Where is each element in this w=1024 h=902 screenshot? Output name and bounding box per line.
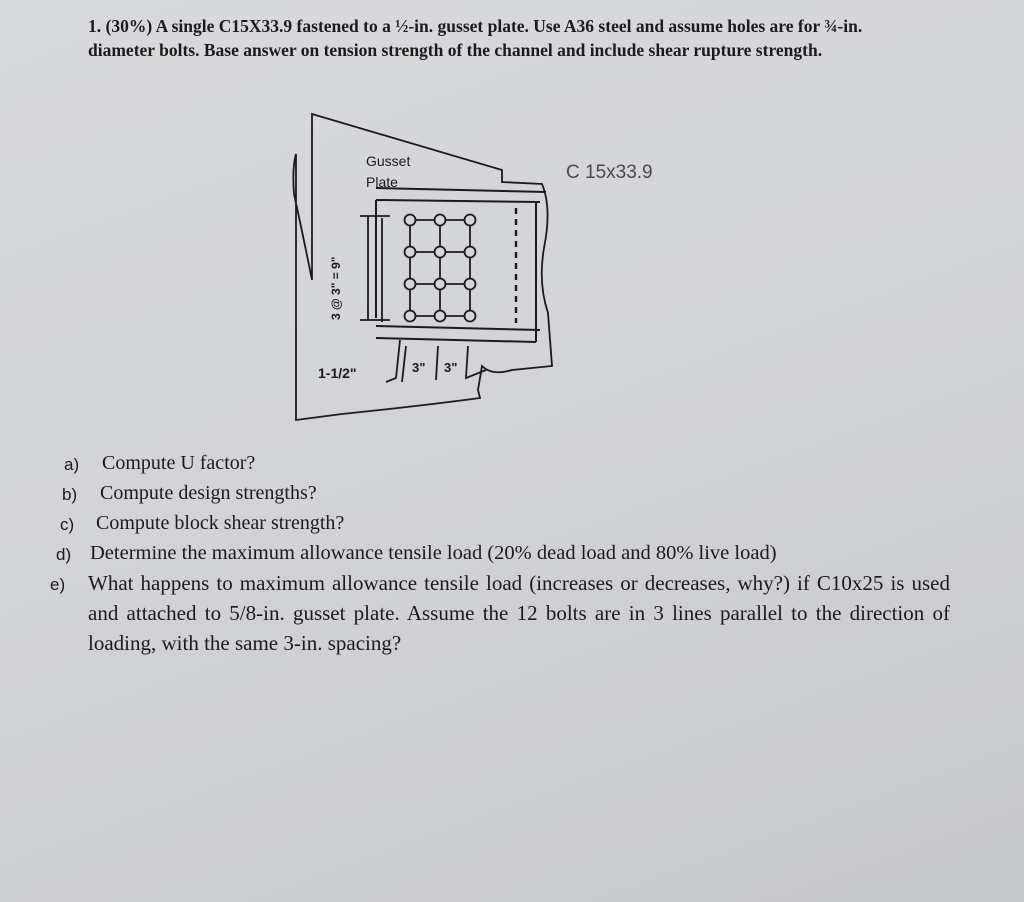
question-e <box>50 568 964 658</box>
bolt-hole <box>405 279 416 290</box>
connection-diagram <box>290 108 710 430</box>
bolt-hole <box>405 311 416 322</box>
question-d <box>56 538 964 568</box>
bolt-hole <box>435 279 446 290</box>
bolt-grid <box>405 215 476 322</box>
channel-outline <box>376 188 546 342</box>
problem-statement <box>88 14 908 62</box>
bolt-hole <box>405 247 416 258</box>
question-c <box>60 508 964 538</box>
horizontal-dimension-lines <box>386 340 486 382</box>
question-marker: b) <box>62 485 78 504</box>
question-list <box>50 448 964 658</box>
question-a <box>64 448 964 478</box>
question-text: What happens to maximum allowance tensile load (increases or decreases, why?) if C10x25 is used and attached to 5/8-in. gusset plate. Assume the 12 bolts are in 3 lines parallel to the direction of loading, with the same 3-in. spacing? <box>88 571 950 655</box>
problem-weight: (30%) <box>105 16 153 36</box>
question-marker: c) <box>60 515 75 534</box>
bolt-hole <box>465 279 476 290</box>
bolt-hole <box>465 247 476 258</box>
question-text: Compute U factor? <box>102 452 256 474</box>
problem-text: A single C15X33.9 fastened to a ½-in. gusset plate. Use A36 steel and assume holes are for ¾-in. diameter bolts. Base answer on tension strength of the channel and include shear rupture strength. <box>88 16 863 60</box>
vertical-spacing-label: 3 @ 3" = 9" <box>329 256 343 320</box>
question-marker: a) <box>64 455 80 474</box>
question-b <box>64 478 964 508</box>
question-marker: e) <box>50 575 66 594</box>
bolt-hole <box>465 311 476 322</box>
bolt-hole <box>435 247 446 258</box>
gusset-label-line2: Plate <box>366 174 398 190</box>
bolt-hole <box>405 215 416 226</box>
problem-number: 1. <box>88 16 102 36</box>
question-marker: d) <box>56 545 72 564</box>
gusset-label-line1: Gusset <box>366 153 411 169</box>
channel-label: C 15x33.9 <box>566 162 653 183</box>
spacing-label-2: 3" <box>444 360 458 375</box>
edge-distance-label: 1-1/2" <box>318 365 357 381</box>
bolt-hole <box>435 215 446 226</box>
bolt-hole <box>465 215 476 226</box>
bolt-hole <box>435 311 446 322</box>
question-text: Determine the maximum allowance tensile load (20% dead load and 80% live load) <box>90 542 777 564</box>
spacing-label-1: 3" <box>412 360 426 375</box>
question-text: Compute block shear strength? <box>96 512 345 534</box>
question-text: Compute design strengths? <box>100 482 317 504</box>
